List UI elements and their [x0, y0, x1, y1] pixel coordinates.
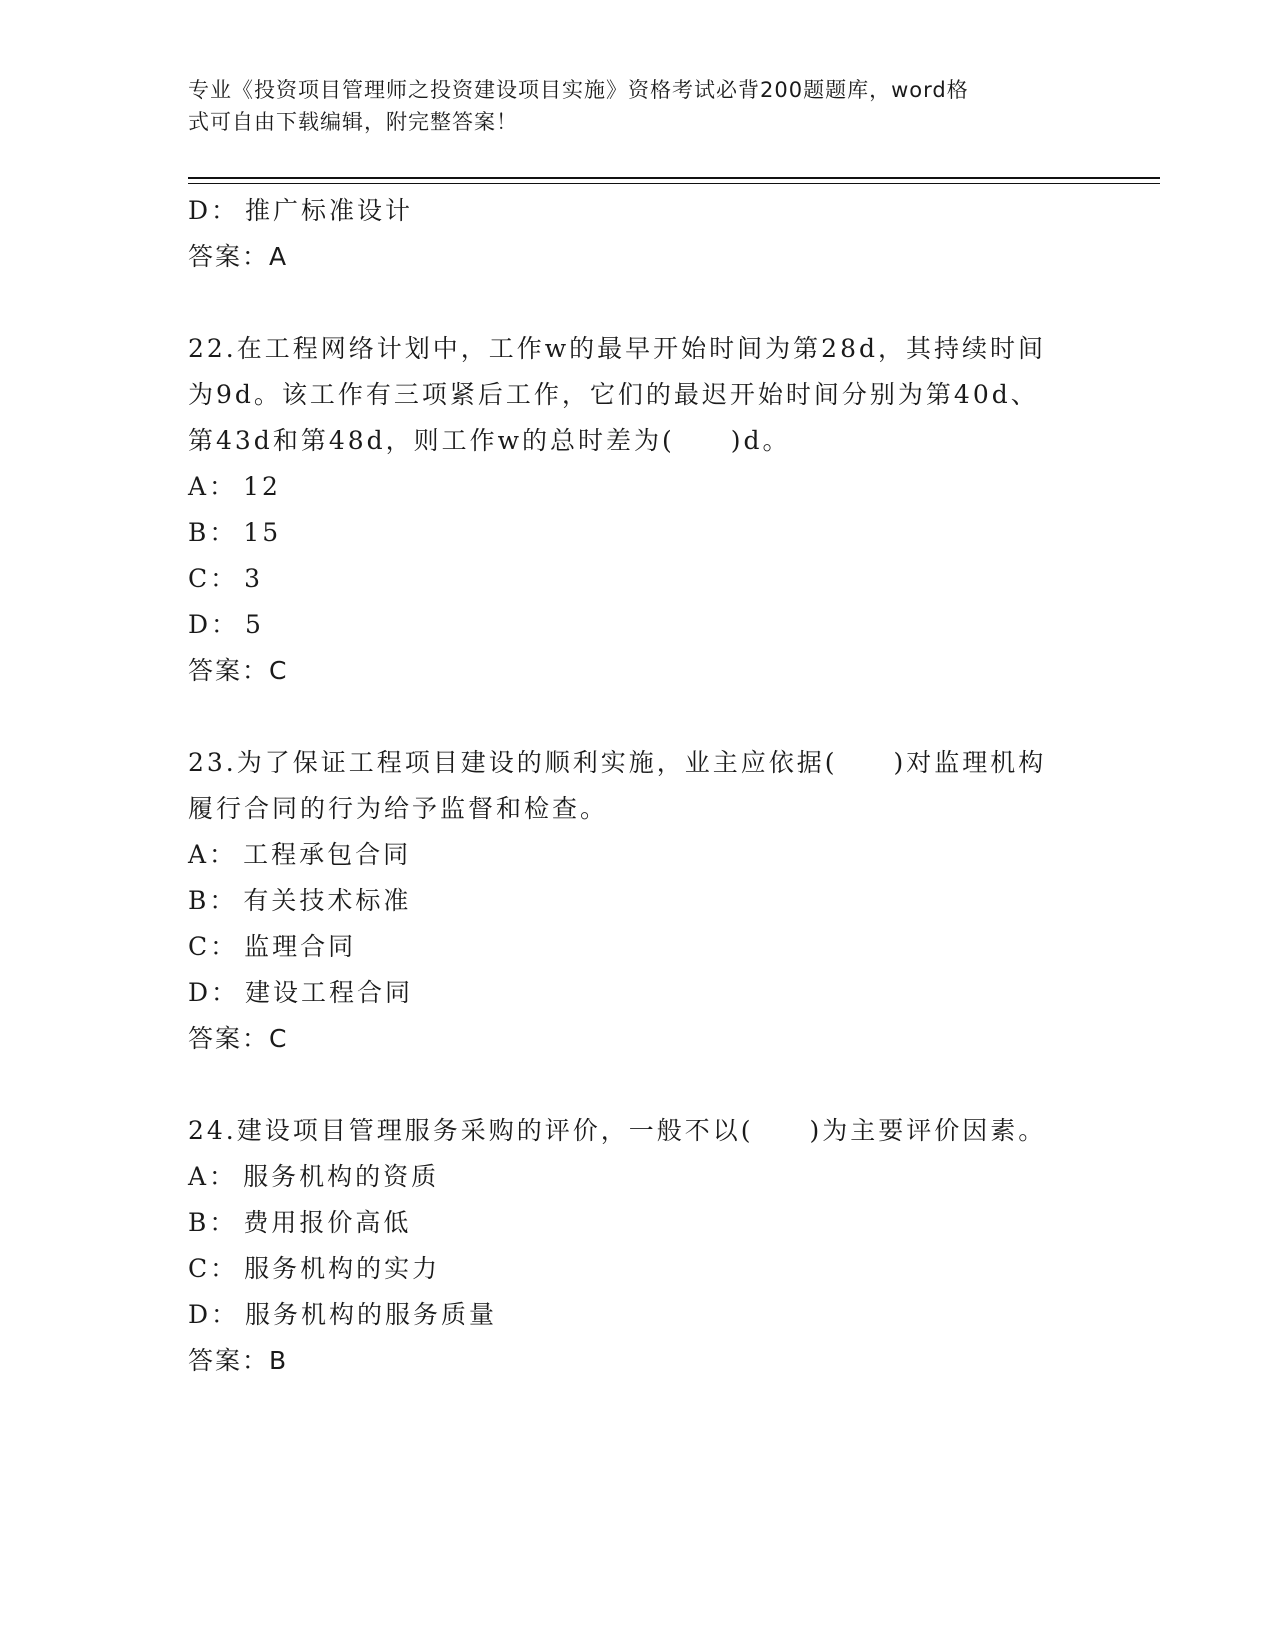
option-a	[188, 1154, 1088, 1200]
option-text: 监理合同	[244, 932, 357, 961]
option-key: D：	[188, 610, 240, 639]
option-c	[188, 924, 1088, 970]
question-text-line: 第43d和第48d，则工作w的总时差为( )d。	[188, 426, 791, 455]
question-text-line: 22.在工程网络计划中，工作w的最早开始时间为第28d，其持续时间	[188, 334, 1046, 363]
spacer	[188, 280, 1088, 326]
option-key: A：	[188, 1162, 238, 1191]
option-text: 5	[245, 610, 264, 639]
option-key: A：	[188, 840, 238, 869]
answer-line: 答案：C	[188, 1024, 289, 1053]
question-text-line: 为9d。该工作有三项紧后工作，它们的最迟开始时间分别为第40d、	[188, 380, 1039, 409]
question-text-line: 履行合同的行为给予监督和检查。	[188, 794, 609, 823]
option-d	[188, 602, 1088, 648]
option-key: C：	[188, 932, 239, 961]
option-a	[188, 832, 1088, 878]
question-22	[188, 326, 1088, 464]
option-d	[188, 970, 1088, 1016]
spacer	[188, 694, 1088, 740]
option-d	[188, 1292, 1088, 1338]
header-rule-thin	[188, 183, 1160, 184]
option-text: 费用报价高低	[243, 1208, 412, 1237]
option-text: 推广标准设计	[245, 196, 414, 225]
option-text: 工程承包合同	[243, 840, 412, 869]
answer-line: 答案：A	[188, 242, 289, 271]
header-line-2: 式可自由下载编辑，附完整答案！	[188, 110, 518, 134]
question-24	[188, 1108, 1088, 1154]
option-key: B：	[188, 886, 238, 915]
answer-line: 答案：B	[188, 1346, 289, 1375]
option-key: C：	[188, 1254, 239, 1283]
option-key: B：	[188, 518, 238, 547]
answer-line: 答案：C	[188, 656, 289, 685]
question-23	[188, 740, 1088, 832]
option-text: 3	[244, 564, 264, 593]
question-text-line: 24.建设项目管理服务采购的评价，一般不以( )为主要评价因素。	[188, 1116, 1047, 1145]
header-rule-thick	[188, 177, 1160, 179]
question-list	[188, 188, 1088, 1384]
option-key: D：	[188, 978, 240, 1007]
question-text-line: 23.为了保证工程项目建设的顺利实施，业主应依据( )对监理机构	[188, 748, 1047, 777]
option-text: 15	[243, 518, 282, 547]
document-header	[188, 74, 1068, 138]
option-b	[188, 510, 1088, 556]
option-key: B：	[188, 1208, 238, 1237]
option-key: C：	[188, 564, 239, 593]
option-b	[188, 878, 1088, 924]
option-c	[188, 556, 1088, 602]
spacer	[188, 1062, 1088, 1108]
option-text: 服务机构的服务质量	[245, 1300, 498, 1329]
option-key: A：	[188, 472, 238, 501]
option-text: 12	[243, 472, 281, 501]
option-c	[188, 1246, 1088, 1292]
option-key: D：	[188, 1300, 240, 1329]
option-key: D：	[188, 196, 240, 225]
option-text: 服务机构的实力	[244, 1254, 441, 1283]
header-line-1: 专业《投资项目管理师之投资建设项目实施》资格考试必背200题题库，word格	[188, 78, 969, 102]
option-a	[188, 464, 1088, 510]
option-text: 建设工程合同	[245, 978, 414, 1007]
option-text: 服务机构的资质	[243, 1162, 440, 1191]
option-text: 有关技术标准	[243, 886, 412, 915]
option-d	[188, 188, 1088, 234]
option-b	[188, 1200, 1088, 1246]
